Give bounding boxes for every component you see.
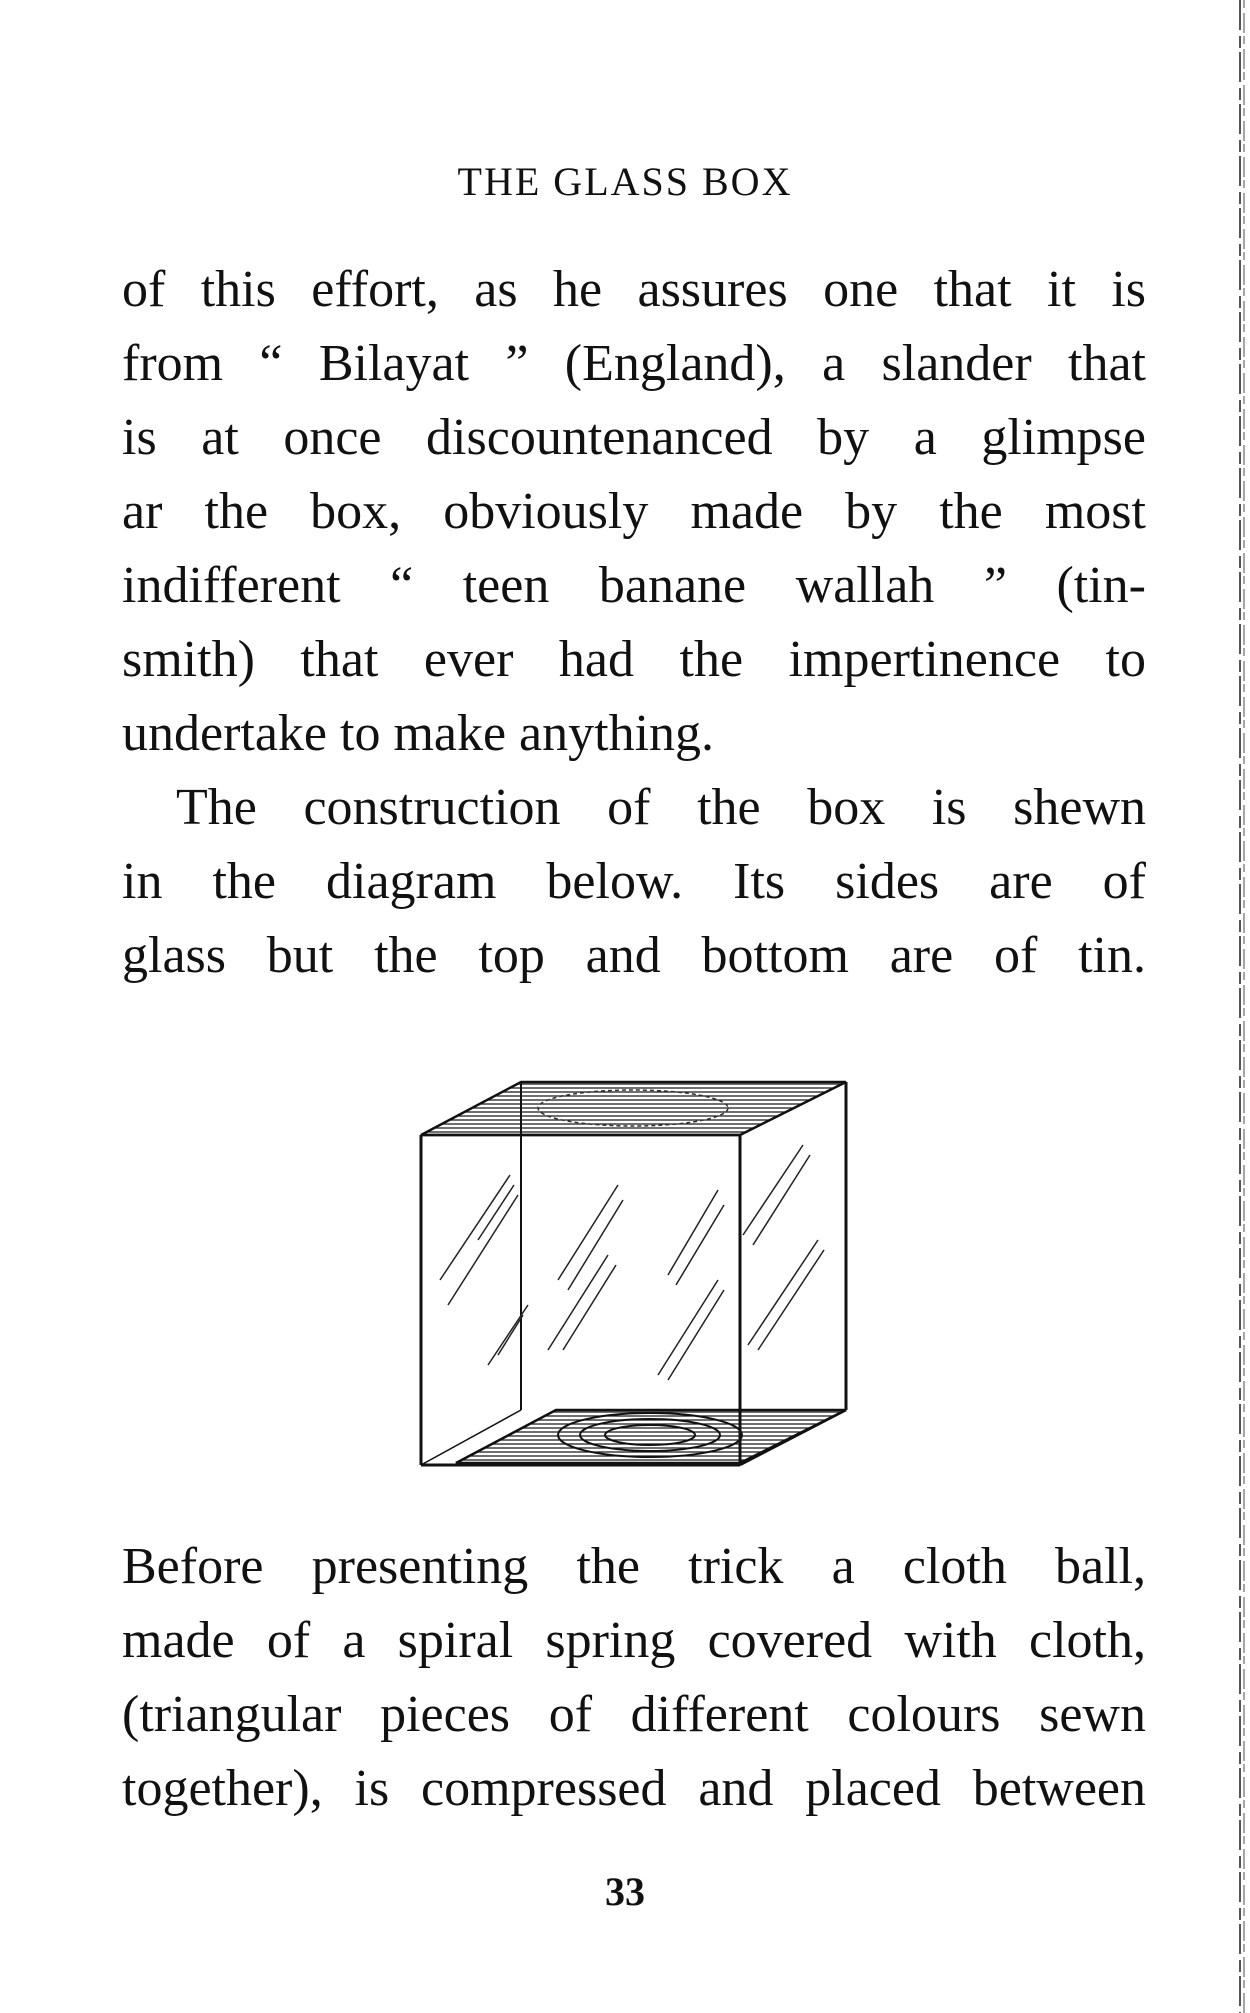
text-line: ar the box, obviously made by the most	[122, 483, 1146, 540]
text-line: glass but the top and bottom are of tin.	[122, 927, 1146, 984]
text-line: Before presenting the trick a cloth ball,	[122, 1538, 1146, 1595]
text-line: The construction of the box is shewn	[176, 779, 1146, 836]
page-edge-shadow	[1226, 0, 1250, 2013]
text-line: smith) that ever had the impertinence to	[122, 631, 1146, 688]
glass-box-icon	[418, 1075, 854, 1475]
text-line: is at once discountenanced by a glimpse	[122, 409, 1146, 466]
running-head: THE GLASS BOX	[457, 159, 793, 204]
page-number: 33	[605, 1869, 645, 1914]
text-block-upper	[122, 253, 1146, 993]
text-line: of this effort, as he assures one that it is	[122, 261, 1146, 318]
text-line: from “ Bilayat ” (England), a slander that	[122, 335, 1146, 392]
text-line: made of a spiral spring covered with cloth,	[122, 1612, 1146, 1669]
glass-box-illustration	[418, 1075, 854, 1475]
text-line: together), is compressed and placed between	[122, 1760, 1146, 1817]
text-line: undertake to make anything.	[122, 705, 715, 762]
text-line: in the diagram below. Its sides are of	[122, 853, 1146, 910]
text-line: indifferent “ teen banane wallah ” (tin-	[122, 557, 1146, 614]
text-block-lower	[122, 1530, 1146, 1826]
text-line: (triangular pieces of different colours sewn	[122, 1686, 1146, 1743]
